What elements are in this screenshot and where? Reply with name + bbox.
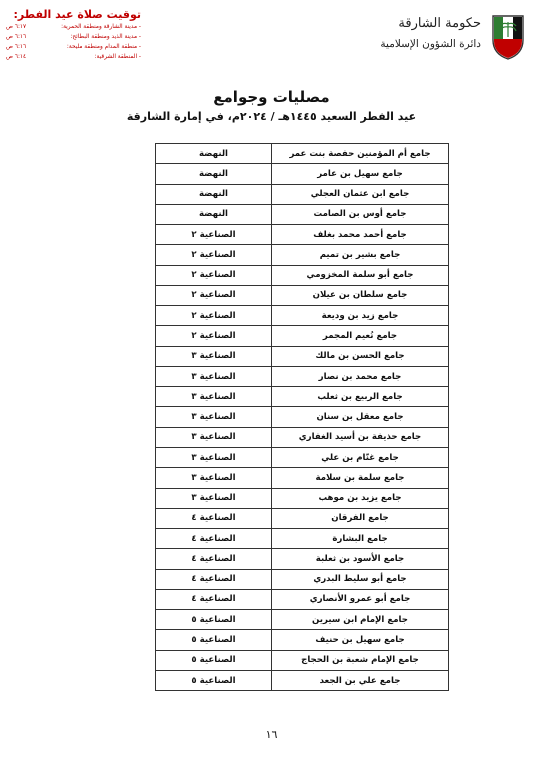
table-row — [156, 306, 449, 326]
table-row — [156, 164, 449, 184]
area-cell: الصناعية ٤ — [156, 508, 272, 528]
table-row — [156, 285, 449, 305]
table-row — [156, 549, 449, 569]
area-cell: النهضة — [156, 164, 272, 184]
area-cell: الصناعية ٥ — [156, 650, 272, 670]
mosque-name-cell: جامع سهيل بن عامر — [272, 164, 449, 184]
area-cell: الصناعية ٣ — [156, 407, 272, 427]
table-row — [156, 630, 449, 650]
government-logo — [352, 10, 527, 62]
area-cell: الصناعية ٢ — [156, 306, 272, 326]
area-cell: الصناعية ٤ — [156, 529, 272, 549]
table-row — [156, 144, 449, 164]
mosque-name-cell: جامع سهيل بن حنيف — [272, 630, 449, 650]
area-cell: الصناعية ٣ — [156, 447, 272, 467]
area-cell: النهضة — [156, 204, 272, 224]
mosque-name-cell: جامع غنّام بن علي — [272, 447, 449, 467]
timing-time: ٦:١٧ ص — [6, 24, 27, 30]
area-cell: الصناعية ٢ — [156, 326, 272, 346]
mosque-name-cell: جامع بشير بن تميم — [272, 245, 449, 265]
area-cell: الصناعية ٥ — [156, 670, 272, 690]
mosque-name-cell: جامع يزيد بن موهب — [272, 488, 449, 508]
timing-label: - مدينة الذيد ومنطقة البطائح: — [70, 34, 141, 40]
table-row — [156, 225, 449, 245]
table-row — [156, 184, 449, 204]
table-row — [156, 670, 449, 690]
mosque-name-cell: جامع أم المؤمنين حفصة بنت عمر — [272, 144, 449, 164]
table-row — [156, 468, 449, 488]
mosque-name-cell: جامع الإمام شعبة بن الحجاج — [272, 650, 449, 670]
timing-title: توقيت صلاة عيد الفطر: — [13, 8, 141, 21]
mosque-name-cell: جامع محمد بن نصار — [272, 366, 449, 386]
table-row — [156, 569, 449, 589]
timing-line — [6, 52, 141, 62]
table-row — [156, 204, 449, 224]
page-title: مصليات وجوامع — [213, 88, 330, 106]
mosque-name-cell: جامع زيد بن وديعة — [272, 306, 449, 326]
timing-label: - المنطقة الشرقية: — [94, 54, 141, 60]
mosque-name-cell: جامع أبو سلمة المخزومي — [272, 265, 449, 285]
area-cell: الصناعية ٢ — [156, 265, 272, 285]
table-row — [156, 488, 449, 508]
area-cell: الصناعية ٣ — [156, 488, 272, 508]
mosque-name-cell: جامع أحمد محمد بغلف — [272, 225, 449, 245]
page-subtitle: عيد الفطر السعيد ١٤٤٥هـ / ٢٠٢٤م، في إمارة الشارقة — [126, 110, 417, 123]
mosque-name-cell: جامع معقل بن سنان — [272, 407, 449, 427]
table-row — [156, 589, 449, 609]
mosque-name-cell: جامع أبو عمرو الأنصاري — [272, 589, 449, 609]
timing-time: ٦:١٦ ص — [6, 44, 27, 50]
table-row — [156, 407, 449, 427]
timing-line — [6, 22, 141, 32]
area-cell: الصناعية ٣ — [156, 427, 272, 447]
mosque-name-cell: جامع ابن عثمان العجلي — [272, 184, 449, 204]
eid-prayer-timing-box — [6, 8, 141, 62]
mosque-name-cell: جامع علي بن الجعد — [272, 670, 449, 690]
sharjah-emblem-icon — [489, 10, 527, 60]
mosque-name-cell: جامع سلطان بن عيلان — [272, 285, 449, 305]
timing-time: ٦:١٦ ص — [6, 34, 27, 40]
table-row — [156, 610, 449, 630]
department-name: دائرة الشؤون الإسلامية — [380, 38, 481, 50]
mosque-name-cell: جامع أوس بن الصامت — [272, 204, 449, 224]
mosque-table-body — [156, 144, 449, 691]
area-cell: الصناعية ٣ — [156, 387, 272, 407]
mosque-name-cell: جامع نُعيم المجمر — [272, 326, 449, 346]
mosque-name-cell: جامع الأسود بن ثعلبة — [272, 549, 449, 569]
area-cell: الصناعية ٣ — [156, 346, 272, 366]
mosque-name-cell: جامع الإمام ابن سيرين — [272, 610, 449, 630]
table-row — [156, 346, 449, 366]
table-row — [156, 366, 449, 386]
table-row — [156, 245, 449, 265]
area-cell: الصناعية ٢ — [156, 245, 272, 265]
timing-label: - مدينة الشارقة ومنطقة الحمرية: — [61, 24, 141, 30]
mosque-name-cell: جامع الحسن بن مالك — [272, 346, 449, 366]
area-cell: النهضة — [156, 144, 272, 164]
mosque-name-cell: جامع الربيع بن ثعلب — [272, 387, 449, 407]
timing-label: - منطقة المدام ومنطقة مليحة: — [66, 44, 141, 50]
area-cell: الصناعية ٢ — [156, 285, 272, 305]
mosque-name-cell: جامع البشارة — [272, 529, 449, 549]
area-cell: الصناعية ٥ — [156, 630, 272, 650]
timing-line — [6, 42, 141, 52]
area-cell: الصناعية ٤ — [156, 549, 272, 569]
table-row — [156, 650, 449, 670]
mosque-name-cell: جامع سلمة بن سلامة — [272, 468, 449, 488]
table-row — [156, 508, 449, 528]
timing-line — [6, 32, 141, 42]
area-cell: الصناعية ٤ — [156, 589, 272, 609]
mosque-name-cell: جامع حذيفة بن أسيد الغفاري — [272, 427, 449, 447]
page-number: ١٦ — [265, 728, 278, 741]
table-row — [156, 427, 449, 447]
table-row — [156, 447, 449, 467]
area-cell: الصناعية ٢ — [156, 225, 272, 245]
mosque-name-cell: جامع أبو سليط البدري — [272, 569, 449, 589]
mosque-table — [155, 143, 449, 691]
area-cell: الصناعية ٤ — [156, 569, 272, 589]
table-row — [156, 326, 449, 346]
area-cell: الصناعية ٥ — [156, 610, 272, 630]
table-row — [156, 265, 449, 285]
table-row — [156, 387, 449, 407]
timing-time: ٦:١٤ ص — [6, 54, 27, 60]
table-row — [156, 529, 449, 549]
organization-name: حكومة الشارقة — [398, 16, 481, 31]
mosque-name-cell: جامع الفرقان — [272, 508, 449, 528]
area-cell: النهضة — [156, 184, 272, 204]
area-cell: الصناعية ٣ — [156, 366, 272, 386]
area-cell: الصناعية ٣ — [156, 468, 272, 488]
